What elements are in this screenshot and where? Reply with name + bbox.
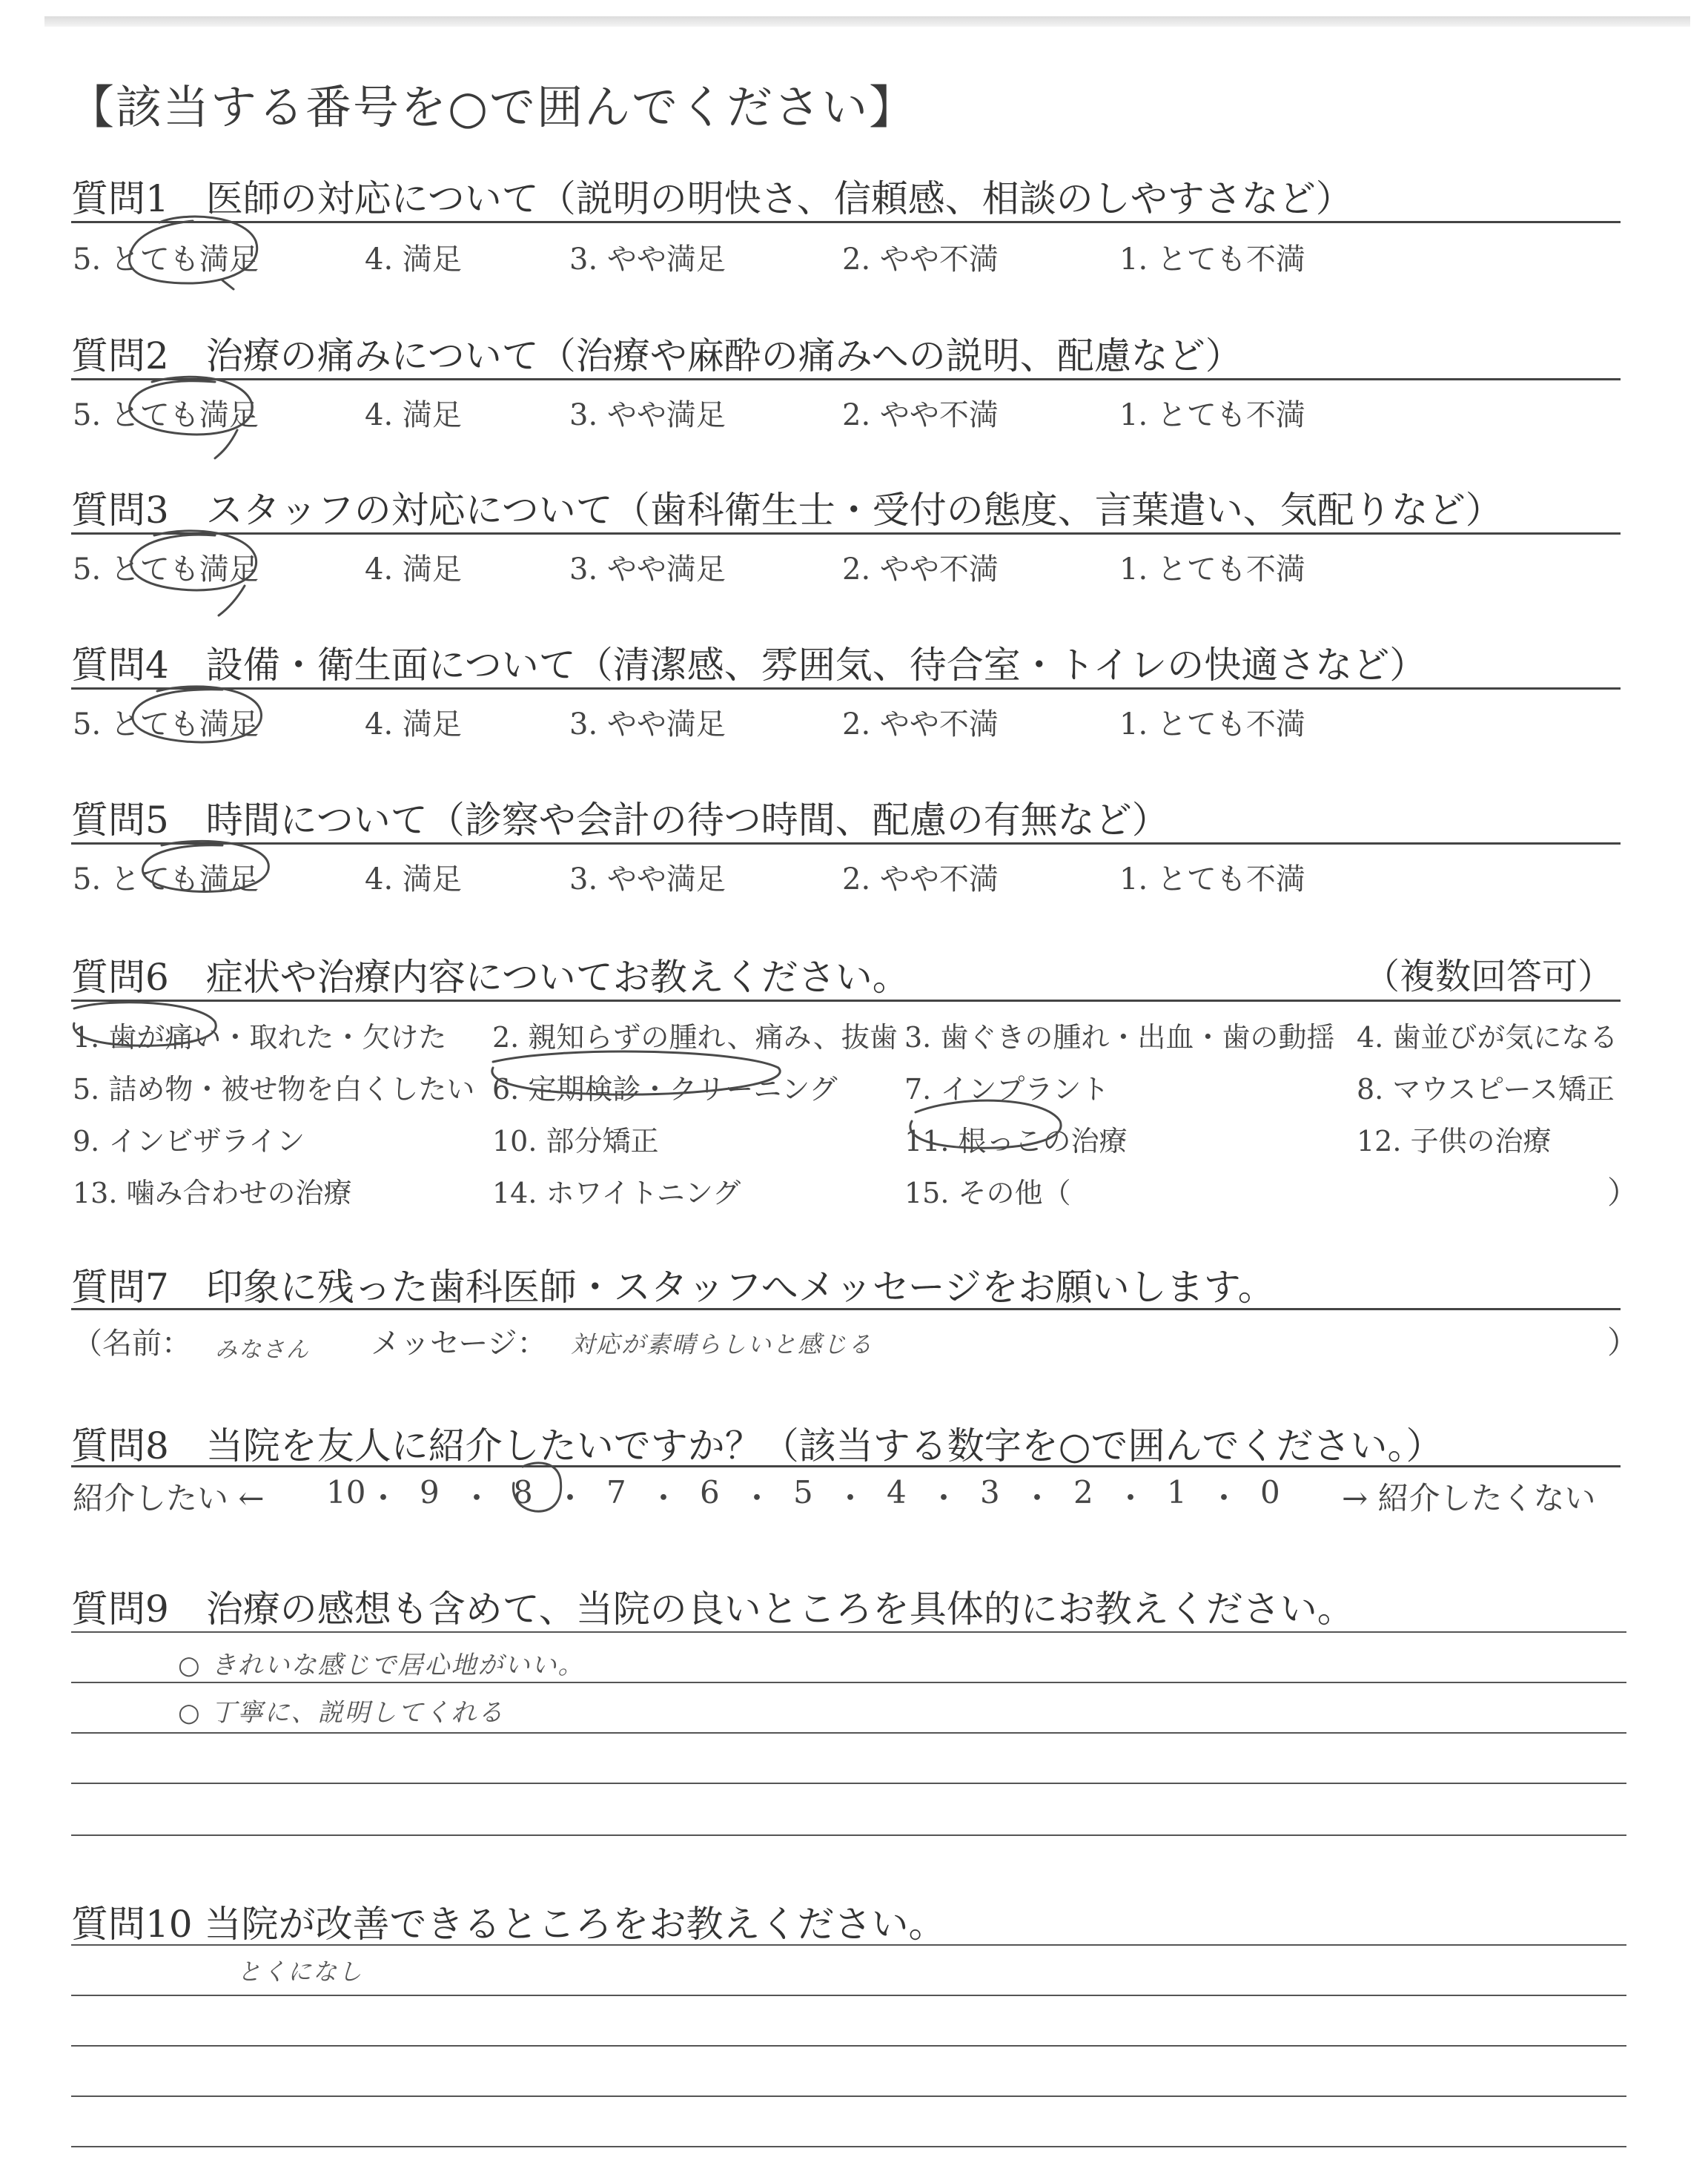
q6-multiple-answers-note: （複数回答可）	[1364, 956, 1614, 997]
q6-option-8[interactable]: 8. マウスピース矯正	[1357, 1073, 1615, 1106]
q8-scale-5[interactable]: 5	[793, 1474, 813, 1510]
q9-title: 質問9 治療の感想も含めて、当院の良いところを具体的にお教えください。	[71, 1588, 1354, 1631]
q8-scale-separator: ・	[648, 1480, 680, 1516]
q3-option-2[interactable]: 2. やや不満	[842, 552, 999, 587]
q6-option-9[interactable]: 9. インビザライン	[73, 1125, 305, 1157]
q8-scale-separator: ・	[1208, 1480, 1240, 1516]
q2-option-2[interactable]: 2. やや不満	[842, 398, 999, 432]
q8-scale-7[interactable]: 7	[606, 1474, 626, 1510]
q4-option-2[interactable]: 2. やや不満	[842, 707, 999, 742]
q2-option-5[interactable]: 5. とても満足	[73, 398, 259, 432]
q7-message-label: メッセージ：	[371, 1327, 547, 1361]
q1-selection-circle	[129, 217, 256, 289]
q2-selection-circle	[130, 377, 253, 458]
q8-scale-3[interactable]: 3	[980, 1474, 1000, 1510]
q3-selection-circle	[131, 531, 256, 615]
q3-option-5[interactable]: 5. とても満足	[73, 552, 259, 587]
q6-option-11[interactable]: 11. 根っこの治療	[904, 1125, 1128, 1157]
q5-option-5[interactable]: 5. とても満足	[73, 862, 259, 896]
q8-left-label: 紹介したい ←	[73, 1480, 265, 1516]
q6-option-10[interactable]: 10. 部分矯正	[492, 1125, 659, 1157]
q6-option-6-circle	[492, 1051, 780, 1094]
q1-option-3[interactable]: 3. やや満足	[569, 242, 726, 277]
q2-option-4[interactable]: 4. 満足	[365, 398, 462, 432]
q6-option-7[interactable]: 7. インプラント	[904, 1073, 1110, 1106]
q3-option-4[interactable]: 4. 満足	[365, 552, 462, 587]
q8-scale-1[interactable]: 1	[1167, 1474, 1187, 1510]
q7-close-paren: ）	[1607, 1324, 1639, 1361]
q8-scale-separator: ・	[835, 1480, 867, 1516]
q6-option-14[interactable]: 14. ホワイトニング	[492, 1177, 741, 1209]
q2-option-1[interactable]: 1. とても不満	[1119, 398, 1305, 432]
q8-scale-separator: ・	[368, 1480, 400, 1516]
q6-option-5[interactable]: 5. 詰め物・被せ物を白くしたい	[73, 1073, 475, 1106]
q3-option-1[interactable]: 1. とても不満	[1119, 552, 1305, 587]
q2-option-3[interactable]: 3. やや満足	[569, 398, 726, 432]
q4-option-3[interactable]: 3. やや満足	[569, 707, 726, 742]
q1-option-5[interactable]: 5. とても満足	[73, 242, 259, 277]
q6-option-12[interactable]: 12. 子供の治療	[1357, 1125, 1552, 1157]
q6-option-1-circle	[73, 1003, 216, 1046]
q8-scale-8[interactable]: 8	[513, 1474, 533, 1510]
q7-message-value[interactable]: 対応が素晴らしいと感じる	[571, 1330, 874, 1358]
q8-scale-9[interactable]: 9	[420, 1474, 440, 1510]
q6-other-close-paren: ）	[1607, 1175, 1639, 1211]
q1-title: 質問1 医師の対応について（説明の明快さ、信頼感、相談のしやすさなど）	[71, 177, 1353, 220]
q3-title: 質問3 スタッフの対応について（歯科衛生士・受付の態度、言葉遣い、気配りなど）	[71, 489, 1503, 532]
q8-title: 質問8 当院を友人に紹介したいですか？（該当する数字を○で囲んでください。）	[71, 1424, 1443, 1467]
q8-scale-separator: ・	[741, 1480, 773, 1516]
q9-answer-2[interactable]: ○ 丁寧に、説明してくれる	[178, 1698, 505, 1728]
q8-scale-2[interactable]: 2	[1073, 1474, 1093, 1510]
q6-option-13[interactable]: 13. 噛み合わせの治療	[73, 1177, 352, 1209]
q8-selection-circle	[513, 1463, 560, 1511]
q8-scale-separator: ・	[461, 1480, 493, 1516]
q5-option-2[interactable]: 2. やや不満	[842, 862, 999, 896]
q5-option-4[interactable]: 4. 満足	[365, 862, 462, 896]
q1-option-2[interactable]: 2. やや不満	[842, 242, 999, 277]
q8-scale-separator: ・	[555, 1480, 586, 1516]
q8-scale-0[interactable]: 0	[1260, 1474, 1280, 1510]
q6-option-1[interactable]: 1. 歯が痛い・取れた・欠けた	[73, 1021, 447, 1054]
instruction-header: 【該当する番号を○で囲んでください】	[68, 80, 917, 134]
q6-title: 質問6 症状や治療内容についてお教えください。	[71, 956, 910, 999]
q8-right-label: → 紹介したくない	[1342, 1480, 1596, 1516]
q8-scale-4[interactable]: 4	[887, 1474, 907, 1510]
q6-option-4[interactable]: 4. 歯並びが気になる	[1357, 1021, 1618, 1054]
q6-option-11-circle	[910, 1100, 1061, 1148]
q8-scale-6[interactable]: 6	[700, 1474, 720, 1510]
q5-option-1[interactable]: 1. とても不満	[1119, 862, 1305, 896]
q4-option-5[interactable]: 5. とても満足	[73, 707, 259, 742]
q8-scale-separator: ・	[1022, 1480, 1053, 1516]
q6-option-2[interactable]: 2. 親知らずの腫れ、痛み、抜歯	[492, 1021, 898, 1054]
q1-option-1[interactable]: 1. とても不満	[1119, 242, 1305, 277]
q7-title: 質問7 印象に残った歯科医師・スタッフへメッセージをお願いします。	[71, 1266, 1275, 1309]
q2-title: 質問2 治療の痛みについて（治療や麻酔の痛みへの説明、配慮など）	[71, 334, 1242, 377]
q6-option-15[interactable]: 15. その他（	[904, 1177, 1071, 1209]
q7-name-label: （名前：	[73, 1327, 191, 1361]
q9-answer-1[interactable]: ○ きれいな感じで居心地がいい。	[178, 1651, 585, 1680]
q4-option-4[interactable]: 4. 満足	[365, 707, 462, 742]
q5-title: 質問5 時間について（診察や会計の待つ時間、配慮の有無など）	[71, 799, 1169, 842]
q6-option-3[interactable]: 3. 歯ぐきの腫れ・出血・歯の動揺	[904, 1021, 1335, 1054]
q1-option-4[interactable]: 4. 満足	[365, 242, 462, 277]
q5-option-3[interactable]: 3. やや満足	[569, 862, 726, 896]
q10-answer-1[interactable]: とくになし	[237, 1958, 364, 1986]
q4-title: 質問4 設備・衛生面について（清潔感、雰囲気、待合室・トイレの快適さなど）	[71, 644, 1427, 687]
q8-scale-10[interactable]: 10	[326, 1474, 366, 1510]
q7-name-value[interactable]: みなさん	[215, 1337, 310, 1363]
q3-option-3[interactable]: 3. やや満足	[569, 552, 726, 587]
q8-scale-separator: ・	[1115, 1480, 1147, 1516]
q5-selection-circle	[143, 841, 269, 891]
q4-selection-circle	[133, 687, 261, 742]
q8-scale-separator: ・	[928, 1480, 960, 1516]
q6-option-6[interactable]: 6. 定期検診・クリーニング	[492, 1073, 838, 1106]
q10-title: 質問10 当院が改善できるところをお教えください。	[71, 1903, 946, 1946]
q4-option-1[interactable]: 1. とても不満	[1119, 707, 1305, 742]
